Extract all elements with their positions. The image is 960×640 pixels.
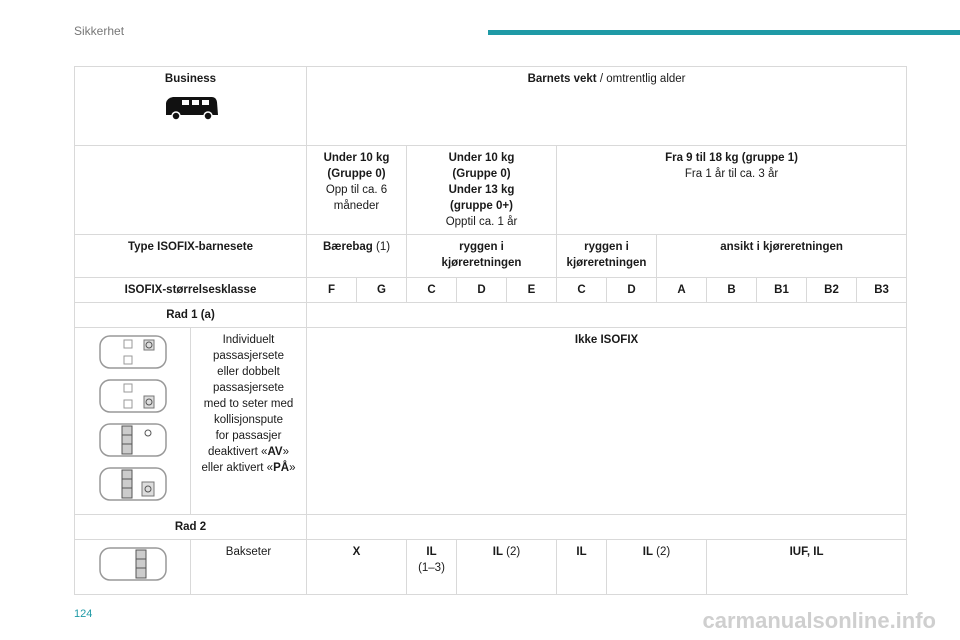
- watermark: carmanualsonline.info: [702, 608, 936, 633]
- size-class: F: [307, 278, 357, 303]
- row-2-value-cell: [707, 540, 907, 595]
- size-class: E: [507, 278, 557, 303]
- row-2-value: (2): [652, 546, 671, 558]
- row-2-value-cell: [607, 540, 707, 595]
- section-title: Sikkerhet: [74, 24, 125, 38]
- row-1-label-cell: [75, 303, 307, 328]
- row-2-value-cell: [307, 540, 407, 595]
- row-2-value-cell: [407, 540, 457, 595]
- seat-layout-icon: [98, 546, 168, 582]
- size-label: ISOFIX-størrelsesklasse: [124, 284, 257, 296]
- row-2-value: IL: [426, 546, 437, 558]
- group-text: Under 13 kg: [448, 184, 515, 196]
- type-label: Type ISOFIX-barnesete: [127, 241, 254, 253]
- row-2-value-cell: [557, 540, 607, 595]
- empty-cell: [307, 515, 907, 540]
- row-1-seat-description: [191, 328, 307, 515]
- airbag-on-label: PÅ: [273, 462, 290, 474]
- seat-desc-line: passasjersete: [213, 382, 284, 394]
- seat-layout-icon: [98, 466, 168, 502]
- type-text: ryggen i: [459, 241, 504, 253]
- seat-desc-line: med to seter med: [203, 398, 294, 410]
- seat-desc-line: kollisjonspute: [213, 414, 284, 426]
- row-2-value: X: [352, 546, 361, 558]
- row-2-label-cell: [75, 515, 307, 540]
- version-cell: [75, 67, 307, 146]
- row-1-value-cell: [307, 328, 907, 515]
- seat-desc-line: »: [289, 462, 296, 474]
- weight-title-bold: Barnets vekt: [527, 73, 597, 85]
- row-1-value: Ikke ISOFIX: [574, 334, 639, 346]
- size-class: A: [657, 278, 707, 303]
- group-text: Fra 1 år til ca. 3 år: [684, 168, 779, 180]
- row-2-value-cell: [457, 540, 557, 595]
- row-1-label: Rad 1 (a): [166, 309, 215, 321]
- type-text: ansikt i kjøreretningen: [720, 241, 843, 253]
- row-2-value: IL: [492, 546, 503, 558]
- group-text: (gruppe 0+): [450, 200, 513, 212]
- size-class: C: [557, 278, 607, 303]
- van-icon: [162, 93, 220, 123]
- size-class: D: [607, 278, 657, 303]
- seat-desc-line: eller dobbelt: [217, 366, 280, 378]
- group-1-cell: [557, 146, 907, 235]
- group-0-cell: [307, 146, 407, 235]
- weight-title-rest: / omtrentlig alder: [599, 73, 686, 85]
- type-forward-facing-cell: [657, 235, 907, 278]
- group-text: (Gruppe 0): [452, 168, 511, 180]
- group-text: Opp til ca. 6: [325, 184, 388, 196]
- group-text: Under 10 kg: [323, 152, 390, 164]
- seat-desc-line: for passasjer: [215, 430, 282, 442]
- seat-layout-icon: [98, 378, 168, 414]
- size-label-cell: [75, 278, 307, 303]
- row-2-label: Rad 2: [174, 521, 207, 533]
- type-rear-facing-cell: [557, 235, 657, 278]
- row-2-seat-diagram: [75, 540, 191, 595]
- type-rear-facing-cell: [407, 235, 557, 278]
- size-class: B: [707, 278, 757, 303]
- page-number: 124: [74, 608, 93, 620]
- row-2-value: IUF, IL: [789, 546, 824, 558]
- group-text: Opptil ca. 1 år: [445, 216, 518, 228]
- type-text: ryggen i: [584, 241, 629, 253]
- type-text: kjøreretningen: [566, 257, 647, 269]
- size-class: G: [357, 278, 407, 303]
- type-label-cell: [75, 235, 307, 278]
- group-text: måneder: [333, 200, 380, 212]
- type-text: (1): [372, 241, 391, 253]
- empty-cell: [75, 146, 307, 235]
- seat-desc-line: passasjersete: [213, 350, 284, 362]
- type-carrycot-cell: [307, 235, 407, 278]
- seat-desc-line: Bakseter: [225, 546, 272, 558]
- group-text: (Gruppe 0): [327, 168, 386, 180]
- seat-desc-line: deaktivert «: [208, 446, 268, 458]
- type-text: Bærebag: [322, 241, 373, 253]
- header-accent-bar: [488, 30, 960, 35]
- isofix-table: [74, 66, 907, 595]
- row-1-seat-diagrams: [75, 328, 191, 515]
- group-text: Fra 9 til 18 kg (gruppe 1): [665, 152, 798, 164]
- row-2-value: (2): [502, 546, 521, 558]
- empty-cell: [307, 303, 907, 328]
- weight-title-cell: [307, 67, 907, 146]
- size-class: D: [457, 278, 507, 303]
- seat-desc-line: Individuelt: [222, 334, 275, 346]
- row-2-value: IL: [576, 546, 587, 558]
- group-0plus-cell: [407, 146, 557, 235]
- row-2-seat-description: [191, 540, 307, 595]
- seat-desc-line: »: [282, 446, 289, 458]
- row-2-value: IL: [642, 546, 653, 558]
- airbag-off-label: AV: [267, 446, 283, 458]
- size-class: B3: [857, 278, 907, 303]
- row-2-value: (1–3): [418, 562, 445, 574]
- group-text: Under 10 kg: [448, 152, 515, 164]
- seat-desc-line: eller aktivert «: [201, 462, 274, 474]
- size-class: B2: [807, 278, 857, 303]
- size-class: B1: [757, 278, 807, 303]
- type-text: kjøreretningen: [441, 257, 522, 269]
- seat-layout-icon: [98, 334, 168, 370]
- size-class: C: [407, 278, 457, 303]
- version-label: Business: [164, 73, 217, 85]
- seat-layout-icon: [98, 422, 168, 458]
